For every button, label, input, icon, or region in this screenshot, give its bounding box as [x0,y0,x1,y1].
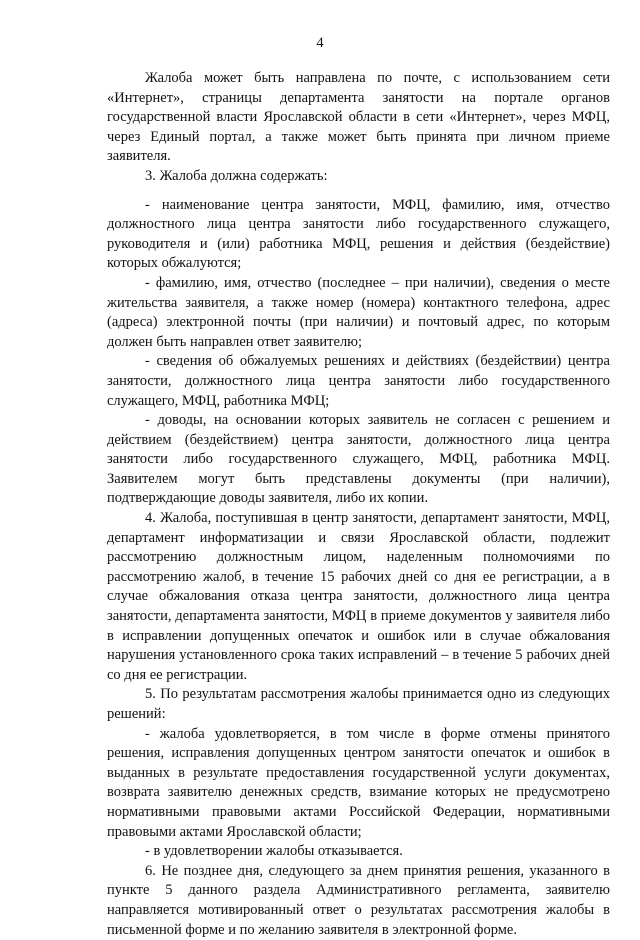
paragraph-item-4-review-terms: 4. Жалоба, поступившая в центр занятости, департамент занятости, МФЦ, департамент информатизации и связи Ярославской области, подлежит рассмотрению должностным лицом, наделенным полномочиями по рассмотрению жалоб, в течение 15 рабочих дней со дня ее регистрации, а в случае обжалования отказа центра занятости, должностного лица центра занятости, департамента занятости, МФЦ в приеме документов у заявителя либо в исправлении допущенных опечаток и ошибок или в случае обжалования нарушения установленного срока таких исправлений – в течение 5 рабочих дней со дня ее регистрации. [107,510,610,683]
paragraph-item-5-decisions: 5. По результатам рассмотрения жалобы принимается одно из следующих решений: [107,686,610,722]
paragraph-item-3-heading: 3. Жалоба должна содержать: [145,167,328,184]
list-item-applicant-contacts: - фамилию, имя, отчество (последнее – при наличии), сведения о месте жительства заявителя, а также номер (номера) контактного телефона, адрес (адреса) электронной почты (при наличии) и почтовый адрес, по которым должен быть направлен ответ заявителю; [107,274,610,350]
paragraph-complaint-channels: Жалоба может быть направлена по почте, с использованием сети «Интернет», страницы департамента занятости на портале органов государственной власти Ярославской области в сети «Интернет», через МФЦ, через Единый портал, а также может быть принята при личном приеме заявителя. [107,70,610,165]
list-item-appealed-decisions: - сведения об обжалуемых решениях и действиях (бездействии) центра занятости, должностного лица центра занятости либо государственного служащего, МФЦ, работника МФЦ; [107,353,610,409]
list-item-arguments: - доводы, на основании которых заявитель не согласен с решением и действием (бездействием) центра занятости, должностного лица центра занятости либо государственного служащего, МФЦ, работника МФЦ. Заявителем могут быть представлены документы (при наличии), подтверждающие доводы заявителя, либо их копии. [107,412,610,507]
document-body [107,69,610,940]
page-number: 4 [316,35,324,51]
list-item-complaint-satisfied: - жалоба удовлетворяется, в том числе в форме отмены принятого решения, исправления допущенных центром занятости опечаток и ошибок в выданных в результате предоставления государственной услуги документах, возврата заявителю денежных средств, взимание которых не предусмотрено нормативными правовыми актами Российской Федерации, нормативными правовыми актами Ярославской области; [107,725,610,840]
paragraph-item-6-response: 6. Не позднее дня, следующего за днем принятия решения, указанного в пункте 5 данного раздела Административного регламента, заявителю направляется мотивированный ответ о результатах рассмотрения жалобы в письменной форме и по желанию заявителя в электронной форме. [107,862,610,938]
list-item-official-name: - наименование центра занятости, МФЦ, фамилию, имя, отчество должностного лица центра занятости либо государственного служащего, руководителя и (или) работника МФЦ, решения и действия (бездействие) которых обжалуются; [107,196,610,272]
list-item-complaint-rejected: - в удовлетворении жалобы отказывается. [145,843,403,860]
